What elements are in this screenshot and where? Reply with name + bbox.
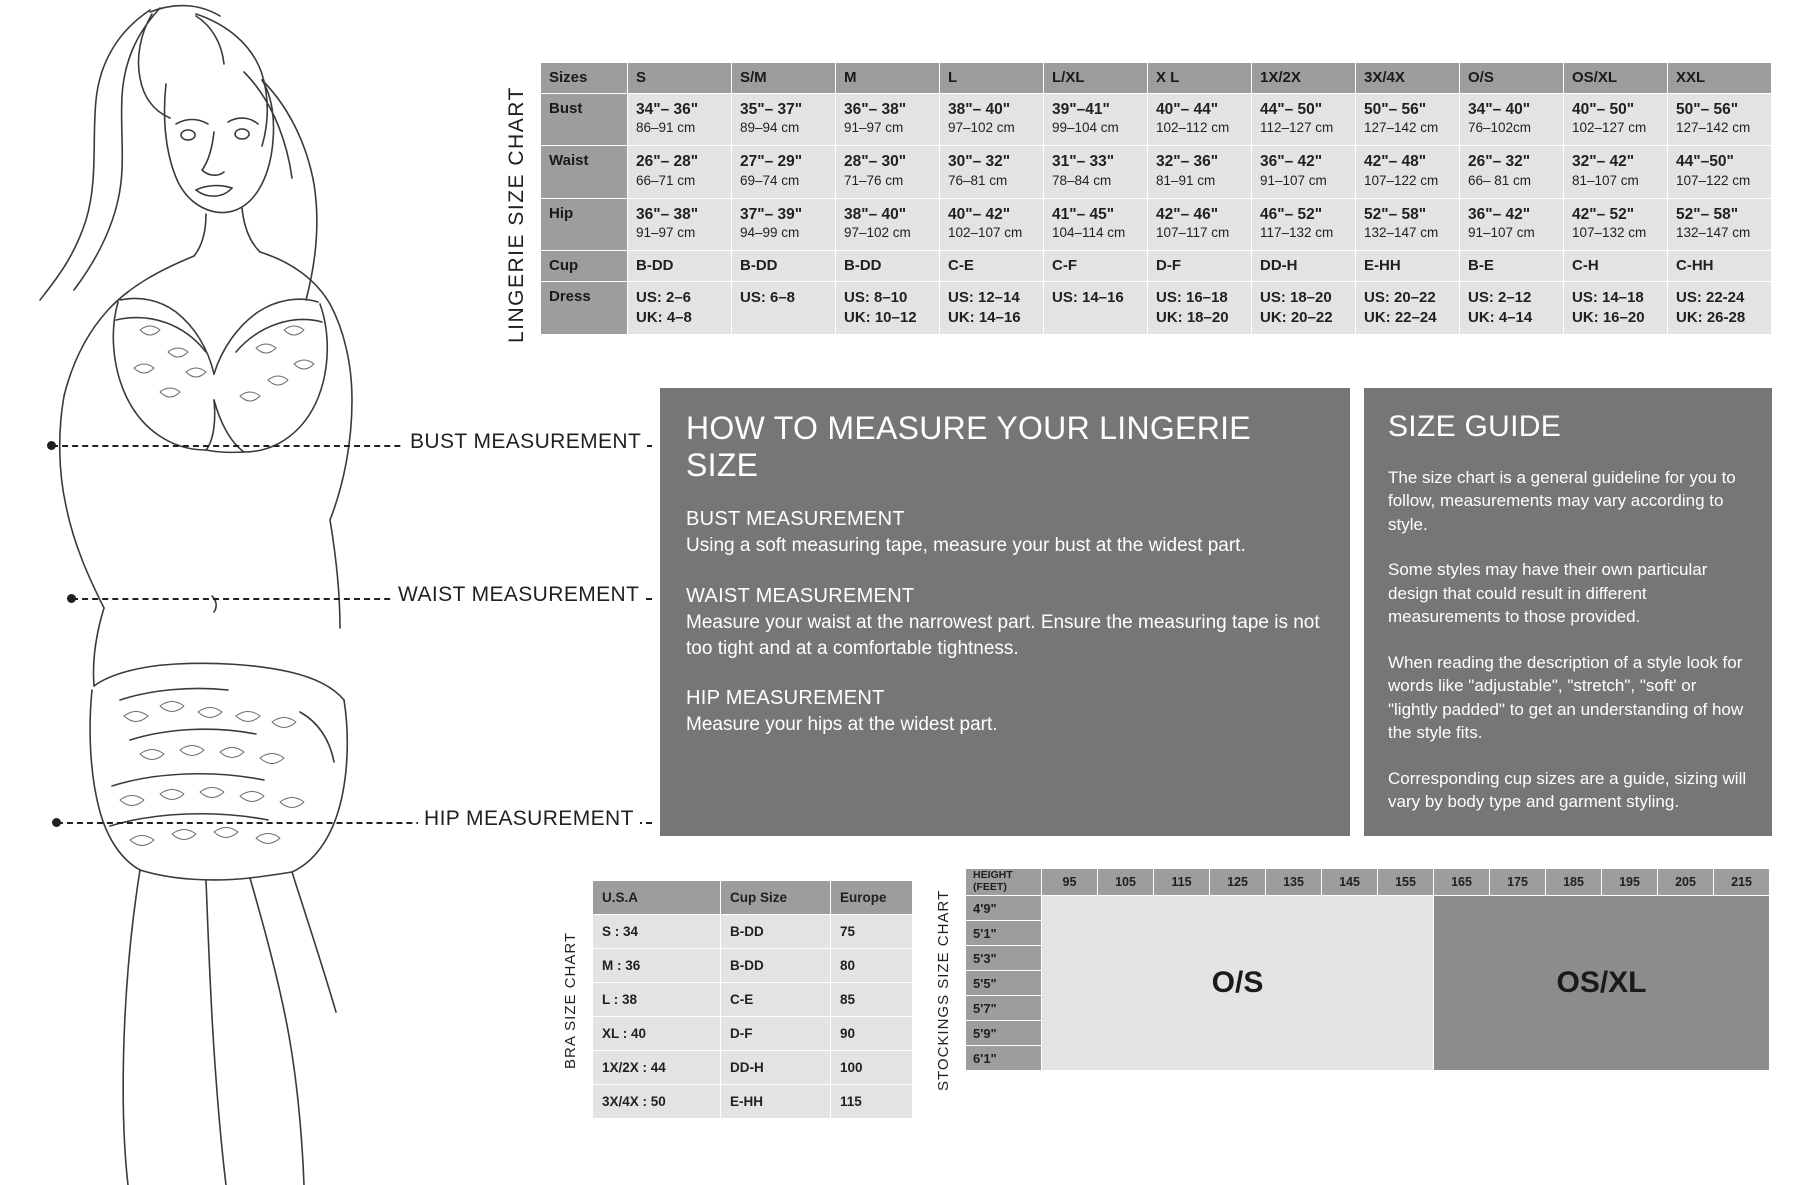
value-sub: 107–117 cm bbox=[1156, 224, 1230, 240]
col-header-sizes: Sizes bbox=[541, 63, 628, 94]
bra-cell-usa: L : 38 bbox=[593, 983, 721, 1017]
value-main: 31"– 33" bbox=[1052, 153, 1115, 171]
size-guide-panel bbox=[1364, 388, 1772, 836]
cell-cup-lxl: C-F bbox=[1044, 250, 1148, 281]
cell-cup-s: B-DD bbox=[628, 250, 732, 281]
cell-dress-3x4x bbox=[1356, 281, 1460, 335]
bra-size-chart-label: BRA SIZE CHART bbox=[562, 931, 579, 1069]
value-us: US: 6–8 bbox=[740, 288, 796, 306]
bra-cell-usa: XL : 40 bbox=[593, 1017, 721, 1051]
value-main: 41"– 45" bbox=[1052, 205, 1115, 223]
cell-cup-m: B-DD bbox=[836, 250, 940, 281]
value-main: 36"– 38" bbox=[844, 101, 907, 118]
weight-header-145: 145 bbox=[1322, 869, 1378, 896]
cell-cup-l: C-E bbox=[940, 250, 1044, 281]
bra-cell-usa: M : 36 bbox=[593, 949, 721, 983]
cell-dress-sm bbox=[732, 281, 836, 335]
cell-hip-s bbox=[628, 198, 732, 250]
cell-bust-sm bbox=[732, 94, 836, 146]
row-label-hip: Hip bbox=[541, 198, 628, 250]
value-us: US: 18–20 bbox=[1260, 288, 1332, 306]
bra-col-header-usa: U.S.A bbox=[593, 881, 721, 915]
bra-cell-europe: 85 bbox=[831, 983, 913, 1017]
row-label-bust: Bust bbox=[541, 94, 628, 146]
bra-cell-cup: B-DD bbox=[721, 949, 831, 983]
row-label-dress: Dress bbox=[541, 281, 628, 335]
cell-dress-1x2x bbox=[1252, 281, 1356, 335]
cell-bust-1x2x bbox=[1252, 94, 1356, 146]
value-uk: UK: 18–20 bbox=[1156, 308, 1229, 326]
bra-cell-europe: 100 bbox=[831, 1051, 913, 1085]
weight-header-135: 135 bbox=[1266, 869, 1322, 896]
size-guide-paragraph-1: The size chart is a general guideline for you to follow, measurements may vary according to style. bbox=[1388, 468, 1736, 534]
cell-cup-xl: D-F bbox=[1148, 250, 1252, 281]
height-label-3: 5'3" bbox=[966, 946, 1042, 971]
value-main: 46"– 52" bbox=[1260, 205, 1323, 223]
cell-hip-sm bbox=[732, 198, 836, 250]
value-sub: 102–107 cm bbox=[948, 224, 1023, 240]
value-sub: 89–94 cm bbox=[740, 120, 800, 136]
cell-cup-1x2x: DD-H bbox=[1252, 250, 1356, 281]
value-main: 34"– 36" bbox=[636, 101, 699, 118]
size-guide-paragraph-4: Corresponding cup sizes are a guide, sizing will vary by body type and garment styling. bbox=[1388, 768, 1747, 811]
weight-header-165: 165 bbox=[1434, 869, 1490, 896]
cell-dress-s bbox=[628, 281, 732, 335]
value-uk: UK: 4–14 bbox=[1468, 308, 1533, 326]
col-header-3x4x: 3X/4X bbox=[1356, 63, 1460, 94]
cell-hip-3x4x bbox=[1356, 198, 1460, 250]
value-sub: 112–127 cm bbox=[1260, 120, 1334, 136]
height-label-4: 5'5" bbox=[966, 971, 1042, 996]
value-uk: UK: 20–22 bbox=[1260, 308, 1333, 326]
value-main: 42"– 52" bbox=[1572, 205, 1635, 223]
value-uk: UK: 10–12 bbox=[844, 308, 917, 326]
cell-cup-sm: B-DD bbox=[732, 250, 836, 281]
table-row-hip bbox=[541, 198, 1772, 250]
height-label-2: 5'1" bbox=[966, 921, 1042, 946]
weight-header-95: 95 bbox=[1042, 869, 1098, 896]
cell-bust-m bbox=[836, 94, 940, 146]
bra-cell-cup: C-E bbox=[721, 983, 831, 1017]
cell-waist-xl bbox=[1148, 146, 1252, 198]
value-us: US: 22-24 bbox=[1676, 288, 1745, 306]
value-us: US: 2–6 bbox=[636, 288, 692, 306]
value-sub: 117–132 cm bbox=[1260, 224, 1334, 240]
how-to-measure-panel bbox=[660, 388, 1350, 836]
weight-header-175: 175 bbox=[1490, 869, 1546, 896]
weight-header-185: 185 bbox=[1546, 869, 1602, 896]
value-main: 28"– 30" bbox=[844, 153, 907, 171]
cell-dress-xxl bbox=[1668, 281, 1772, 335]
value-sub: 86–91 cm bbox=[636, 120, 696, 136]
bust-callout-label: BUST MEASUREMENT bbox=[404, 430, 647, 454]
bra-cell-cup: DD-H bbox=[721, 1051, 831, 1085]
value-sub: 107–132 cm bbox=[1572, 224, 1647, 240]
value-main: 32"– 42" bbox=[1572, 153, 1635, 171]
value-main: 36"– 38" bbox=[636, 205, 699, 223]
cell-cup-3x4x: E-HH bbox=[1356, 250, 1460, 281]
cell-waist-s bbox=[628, 146, 732, 198]
size-guide-title: SIZE GUIDE bbox=[1388, 410, 1562, 443]
cell-bust-xl bbox=[1148, 94, 1252, 146]
waist-measurement-heading: WAIST MEASUREMENT bbox=[686, 584, 915, 607]
value-main: 40"– 44" bbox=[1156, 101, 1219, 118]
cell-waist-1x2x bbox=[1252, 146, 1356, 198]
value-main: 40"– 50" bbox=[1572, 101, 1635, 118]
cell-bust-os bbox=[1460, 94, 1564, 146]
bra-header-row bbox=[593, 881, 913, 915]
stockings-corner-label bbox=[966, 869, 1042, 896]
hip-measurement-heading: HIP MEASUREMENT bbox=[686, 687, 885, 710]
height-label-7: 6'1" bbox=[966, 1046, 1042, 1071]
value-sub: 107–122 cm bbox=[1364, 172, 1439, 188]
zone-os: O/S bbox=[1042, 896, 1434, 1071]
size-guide-paragraph-2: Some styles may have their own particular design that could result in different measurements to those provided. bbox=[1388, 560, 1708, 627]
zone-osxl: OS/XL bbox=[1434, 896, 1770, 1071]
value-main: 42"– 46" bbox=[1156, 205, 1219, 223]
value-sub: 102–127 cm bbox=[1572, 120, 1647, 136]
value-main: 44"– 50" bbox=[1260, 101, 1323, 118]
cell-bust-osxl bbox=[1564, 94, 1668, 146]
bust-measurement-heading: BUST MEASUREMENT bbox=[686, 508, 905, 530]
value-sub: 132–147 cm bbox=[1676, 224, 1751, 240]
value-main: 26"– 28" bbox=[636, 153, 699, 171]
bra-cell-cup: B-DD bbox=[721, 915, 831, 949]
bra-cell-europe: 90 bbox=[831, 1017, 913, 1051]
cell-waist-osxl bbox=[1564, 146, 1668, 198]
size-guide-paragraph-3: When reading the description of a style look for words like "adjustable", "stretch", "soft' or "lightly padded" to get an understanding of how the style fits. bbox=[1388, 652, 1744, 743]
col-header-m: M bbox=[836, 63, 940, 94]
weight-header-155: 155 bbox=[1378, 869, 1434, 896]
cell-cup-xxl: C-HH bbox=[1668, 250, 1772, 281]
col-header-1x2x: 1X/2X bbox=[1252, 63, 1356, 94]
row-label-waist: Waist bbox=[541, 146, 628, 198]
value-us: US: 2–12 bbox=[1468, 288, 1532, 306]
value-us: US: 16–18 bbox=[1156, 288, 1228, 306]
cell-waist-sm bbox=[732, 146, 836, 198]
col-header-os: O/S bbox=[1460, 63, 1564, 94]
weight-header-105: 105 bbox=[1098, 869, 1154, 896]
cell-waist-lxl bbox=[1044, 146, 1148, 198]
value-main: 52"– 58" bbox=[1676, 205, 1739, 223]
value-main: 44"–50" bbox=[1676, 153, 1734, 171]
cell-waist-os bbox=[1460, 146, 1564, 198]
lingerie-size-chart bbox=[540, 62, 1772, 335]
value-sub: 91–107 cm bbox=[1260, 172, 1327, 188]
value-sub: 127–142 cm bbox=[1364, 120, 1439, 136]
height-label-5: 5'7" bbox=[966, 996, 1042, 1021]
value-main: 39"–41" bbox=[1052, 101, 1110, 118]
bra-cell-europe: 75 bbox=[831, 915, 913, 949]
bra-col-header-europe: Europe bbox=[831, 881, 913, 915]
value-sub: 78–84 cm bbox=[1052, 172, 1112, 188]
table-row-dress bbox=[541, 281, 1772, 335]
waist-measurement-body: Measure your waist at the narrowest part. Ensure the measuring tape is not too tight and at a comfortable tightness. bbox=[686, 611, 1320, 659]
cell-waist-3x4x bbox=[1356, 146, 1460, 198]
value-sub: 81–107 cm bbox=[1572, 172, 1639, 188]
value-uk: UK: 26-28 bbox=[1676, 308, 1746, 326]
value-sub: 66–71 cm bbox=[636, 172, 696, 188]
corner-line-2: (FEET) bbox=[973, 881, 1007, 893]
cell-bust-l bbox=[940, 94, 1044, 146]
table-row bbox=[593, 1085, 913, 1119]
cell-hip-m bbox=[836, 198, 940, 250]
weight-header-115: 115 bbox=[1154, 869, 1210, 896]
cell-cup-osxl: C-H bbox=[1564, 250, 1668, 281]
value-us: US: 14–16 bbox=[1052, 288, 1124, 306]
value-main: 50"– 56" bbox=[1364, 101, 1427, 118]
row-label-cup: Cup bbox=[541, 250, 628, 281]
weight-header-195: 195 bbox=[1602, 869, 1658, 896]
cell-dress-osxl bbox=[1564, 281, 1668, 335]
bra-size-chart bbox=[592, 880, 913, 1119]
corner-line-1: HEIGHT bbox=[973, 869, 1013, 882]
value-main: 32"– 36" bbox=[1156, 153, 1219, 171]
table-row-cup bbox=[541, 250, 1772, 281]
value-uk: UK: 16–20 bbox=[1572, 308, 1645, 326]
stockings-size-chart-label: STOCKINGS SIZE CHART bbox=[935, 889, 952, 1092]
bra-cell-cup: D-F bbox=[721, 1017, 831, 1051]
value-main: 38"– 40" bbox=[844, 205, 907, 223]
cell-dress-xl bbox=[1148, 281, 1252, 335]
table-row bbox=[593, 1051, 913, 1085]
value-main: 34"– 40" bbox=[1468, 101, 1531, 118]
value-main: 36"– 42" bbox=[1260, 153, 1323, 171]
cell-bust-xxl bbox=[1668, 94, 1772, 146]
value-uk: UK: 22–24 bbox=[1364, 308, 1437, 326]
cell-hip-l bbox=[940, 198, 1044, 250]
value-main: 42"– 48" bbox=[1364, 153, 1427, 171]
cell-waist-xxl bbox=[1668, 146, 1772, 198]
weight-header-125: 125 bbox=[1210, 869, 1266, 896]
value-us: US: 8–10 bbox=[844, 288, 908, 306]
value-main: 38"– 40" bbox=[948, 101, 1011, 118]
value-main: 50"– 56" bbox=[1676, 101, 1739, 118]
value-us: US: 20–22 bbox=[1364, 288, 1436, 306]
bra-col-header-cup: Cup Size bbox=[721, 881, 831, 915]
stockings-size-chart bbox=[965, 868, 1770, 1071]
value-sub: 104–114 cm bbox=[1052, 224, 1126, 240]
value-sub: 107–122 cm bbox=[1676, 172, 1751, 188]
value-main: 40"– 42" bbox=[948, 205, 1011, 223]
table-row-waist bbox=[541, 146, 1772, 198]
stockings-size-chart-wrapper bbox=[965, 868, 1770, 1071]
cell-dress-os bbox=[1460, 281, 1564, 335]
bra-cell-usa: 1X/2X : 44 bbox=[593, 1051, 721, 1085]
col-header-sm: S/M bbox=[732, 63, 836, 94]
table-row bbox=[593, 915, 913, 949]
cell-bust-s bbox=[628, 94, 732, 146]
table-row bbox=[593, 949, 913, 983]
table-row-bust bbox=[541, 94, 1772, 146]
value-sub: 97–102 cm bbox=[844, 224, 911, 240]
bust-measurement-body: Using a soft measuring tape, measure your bust at the widest part. bbox=[686, 535, 1246, 556]
waist-callout-label: WAIST MEASUREMENT bbox=[392, 583, 645, 607]
value-sub: 99–104 cm bbox=[1052, 120, 1119, 136]
col-header-xxl: XXL bbox=[1668, 63, 1772, 94]
weight-header-205: 205 bbox=[1658, 869, 1714, 896]
value-sub: 91–97 cm bbox=[844, 120, 904, 136]
bra-cell-europe: 115 bbox=[831, 1085, 913, 1119]
bra-cell-usa: S : 34 bbox=[593, 915, 721, 949]
how-to-measure-title: HOW TO MEASURE YOUR LINGERIE SIZE bbox=[686, 410, 1251, 483]
value-main: 35"– 37" bbox=[740, 101, 803, 118]
cell-waist-m bbox=[836, 146, 940, 198]
cell-bust-lxl bbox=[1044, 94, 1148, 146]
col-header-xl: X L bbox=[1148, 63, 1252, 94]
value-us: US: 14–18 bbox=[1572, 288, 1644, 306]
cell-dress-l bbox=[940, 281, 1044, 335]
col-header-s: S bbox=[628, 63, 732, 94]
value-sub: 76–102cm bbox=[1468, 120, 1532, 136]
value-uk: UK: 14–16 bbox=[948, 308, 1021, 326]
cell-hip-xxl bbox=[1668, 198, 1772, 250]
value-main: 27"– 29" bbox=[740, 153, 803, 171]
hip-measurement-body: Measure your hips at the widest part. bbox=[686, 714, 998, 736]
height-label-1: 4'9" bbox=[966, 896, 1042, 921]
cell-bust-3x4x bbox=[1356, 94, 1460, 146]
cell-waist-l bbox=[940, 146, 1044, 198]
cell-dress-m bbox=[836, 281, 940, 335]
weight-header-215: 215 bbox=[1714, 869, 1770, 896]
value-main: 26"– 32" bbox=[1468, 153, 1531, 171]
value-sub: 71–76 cm bbox=[844, 172, 904, 188]
cell-cup-os: B-E bbox=[1460, 250, 1564, 281]
value-uk: UK: 4–8 bbox=[636, 308, 692, 326]
value-sub: 127–142 cm bbox=[1676, 120, 1751, 136]
value-main: 36"– 42" bbox=[1468, 205, 1531, 223]
col-header-lxl: L/XL bbox=[1044, 63, 1148, 94]
stockings-header-row bbox=[966, 869, 1770, 896]
cell-dress-lxl bbox=[1044, 281, 1148, 335]
bra-cell-europe: 80 bbox=[831, 949, 913, 983]
cell-hip-os bbox=[1460, 198, 1564, 250]
cell-hip-xl bbox=[1148, 198, 1252, 250]
value-sub: 97–102 cm bbox=[948, 120, 1015, 136]
value-sub: 66– 81 cm bbox=[1468, 172, 1532, 188]
value-sub: 76–81 cm bbox=[948, 172, 1008, 188]
value-us: US: 12–14 bbox=[948, 288, 1020, 306]
value-main: 37"– 39" bbox=[740, 205, 803, 223]
table-row bbox=[966, 896, 1770, 921]
col-header-osxl: OS/XL bbox=[1564, 63, 1668, 94]
table-header-row bbox=[541, 63, 1772, 94]
cell-hip-lxl bbox=[1044, 198, 1148, 250]
value-sub: 69–74 cm bbox=[740, 172, 800, 188]
cell-hip-osxl bbox=[1564, 198, 1668, 250]
value-sub: 91–97 cm bbox=[636, 224, 696, 240]
table-row bbox=[593, 1017, 913, 1051]
table-row bbox=[593, 983, 913, 1017]
value-sub: 94–99 cm bbox=[740, 224, 800, 240]
value-sub: 102–112 cm bbox=[1156, 120, 1230, 136]
col-header-l: L bbox=[940, 63, 1044, 94]
bra-cell-cup: E-HH bbox=[721, 1085, 831, 1119]
value-sub: 81–91 cm bbox=[1156, 172, 1216, 188]
value-sub: 132–147 cm bbox=[1364, 224, 1439, 240]
lingerie-size-chart-label: LINGERIE SIZE CHART bbox=[505, 86, 528, 343]
cell-hip-1x2x bbox=[1252, 198, 1356, 250]
hip-callout-label: HIP MEASUREMENT bbox=[418, 807, 640, 831]
value-main: 52"– 58" bbox=[1364, 205, 1427, 223]
bra-cell-usa: 3X/4X : 50 bbox=[593, 1085, 721, 1119]
value-main: 30"– 32" bbox=[948, 153, 1011, 171]
height-label-6: 5'9" bbox=[966, 1021, 1042, 1046]
value-sub: 91–107 cm bbox=[1468, 224, 1535, 240]
